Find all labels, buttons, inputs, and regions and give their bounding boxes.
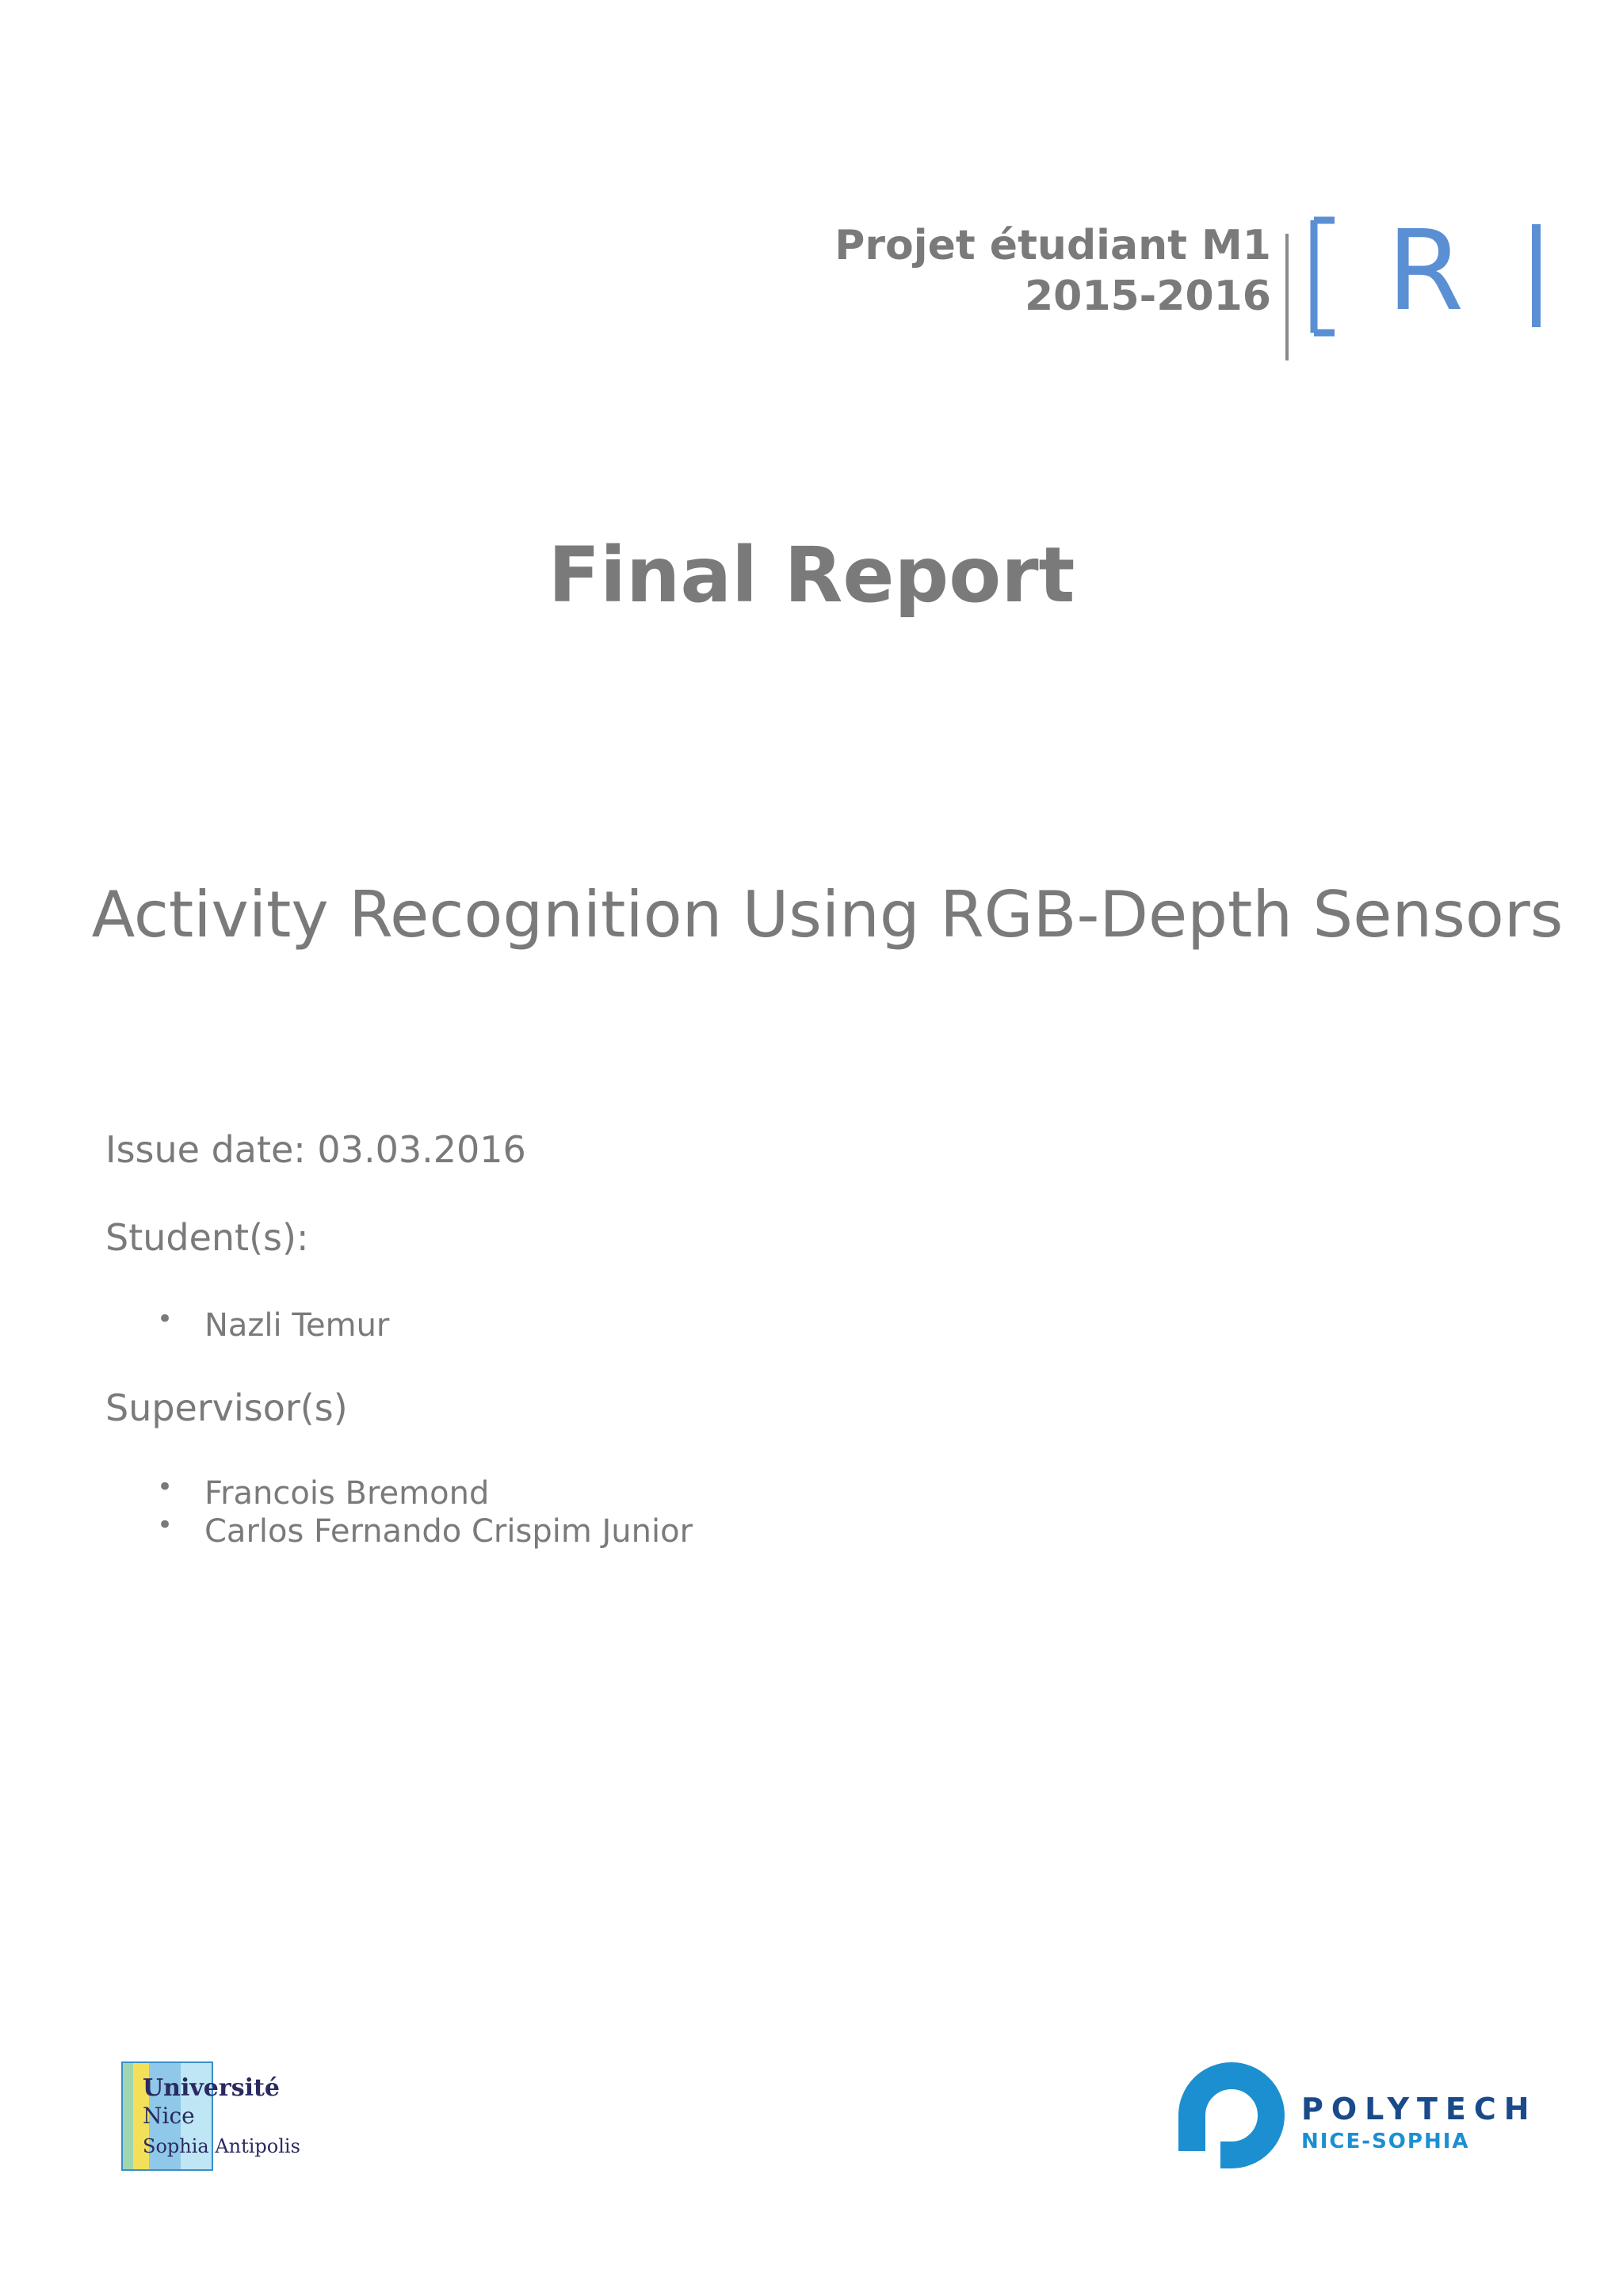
supervisors-label: Supervisor(s) <box>105 1386 348 1429</box>
bullet-icon: • <box>157 1303 174 1335</box>
report-subtitle: Activity Recognition Using RGB-Depth Sensors <box>91 878 1564 952</box>
polytech-name: POLYTECH <box>1301 2092 1537 2126</box>
student-name: Nazli Temur <box>204 1307 390 1344</box>
supervisor-name: Carlos Fernando Crispim Junior <box>204 1513 693 1550</box>
header-divider <box>1285 234 1289 360</box>
right-bar-icon <box>1532 224 1541 327</box>
issue-date: Issue date: 03.03.2016 <box>105 1128 526 1171</box>
bullet-icon: • <box>157 1509 174 1541</box>
student-item <box>157 1303 390 1344</box>
polytech-logo <box>1173 2056 1553 2175</box>
polytech-ring-icon <box>1192 2076 1271 2155</box>
university-logo-line2: Nice <box>143 2103 195 2129</box>
left-bracket-icon <box>1314 220 1335 333</box>
university-logo-line3: Sophia Antipolis <box>143 2135 300 2157</box>
bullet-icon: • <box>157 1471 174 1503</box>
supervisor-name: Francois Bremond <box>204 1475 490 1512</box>
university-logo-line1: Université <box>143 2074 280 2102</box>
polytech-subtitle: NICE-SOPHIA <box>1301 2130 1470 2153</box>
bracket-logo <box>1300 204 1569 347</box>
students-label: Student(s): <box>105 1216 309 1259</box>
project-header <box>834 220 1271 322</box>
supervisor-item <box>157 1509 693 1550</box>
project-header-line1: Projet étudiant M1 <box>834 222 1271 269</box>
bracket-letter: R <box>1387 207 1465 336</box>
university-logo <box>119 2056 301 2175</box>
supervisor-item <box>157 1471 490 1512</box>
project-header-line2: 2015-2016 <box>1024 273 1271 320</box>
page-title: Final Report <box>548 531 1075 620</box>
